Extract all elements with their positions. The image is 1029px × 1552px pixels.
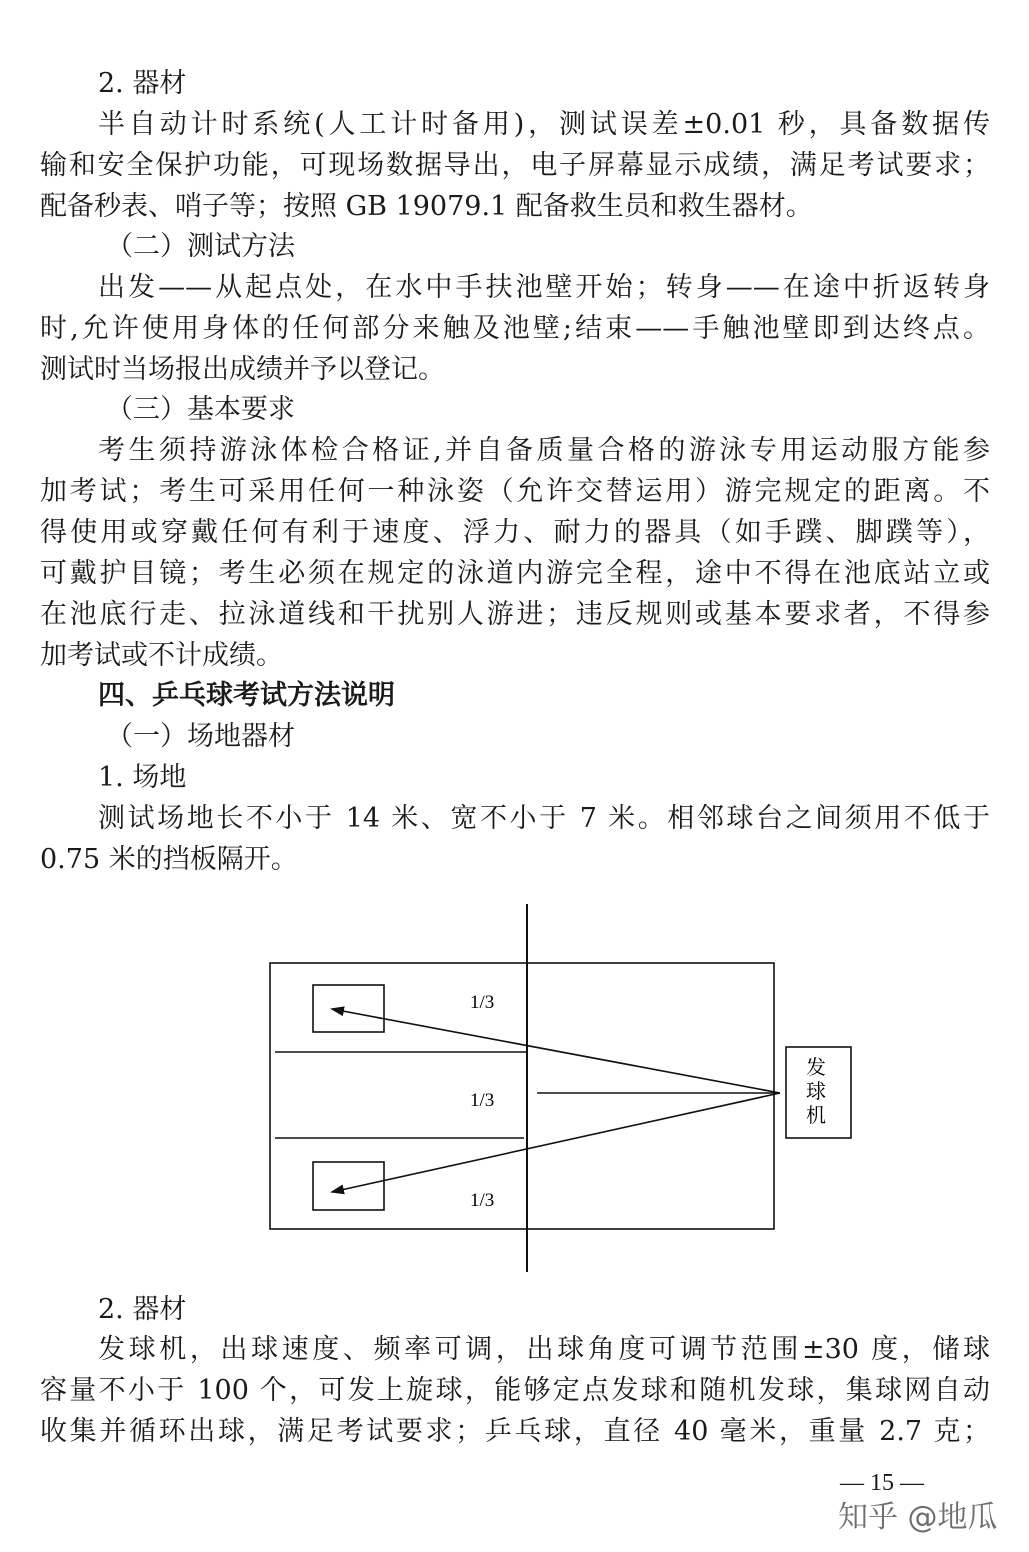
- paragraph-line: 配备秒表、哨子等；按照 GB 19079.1 配备救生员和救生器材。: [40, 191, 813, 222]
- paragraph-line: 收集并循环出球，满足考试要求；乒乓球，直径 40 毫米，重量 2.7 克；: [40, 1416, 990, 1447]
- page-number: — 15 —: [840, 1470, 924, 1496]
- machine-label-char: 发: [806, 1055, 826, 1079]
- machine-label-char: 机: [806, 1103, 826, 1127]
- paragraph-line: 考生须持游泳体检合格证,并自备质量合格的游泳专用运动服方能参: [98, 435, 990, 466]
- zone-label-middle: 1/3: [470, 1090, 495, 1111]
- subheading-venue: 1. 场地: [98, 762, 187, 793]
- paragraph-line: 可戴护目镜；考生必须在规定的泳道内游完全程，途中不得在池底站立或: [40, 558, 990, 589]
- paragraph-line: 测试场地长不小于 14 米、宽不小于 7 米。相邻球台之间须用不低于: [98, 803, 990, 834]
- paragraph-line: 加考试或不计成绩。: [40, 640, 283, 671]
- paragraph-line: 时,允许使用身体的任何部分来触及池壁;结束——手触池壁即到达终点。: [40, 313, 990, 344]
- trajectory-arrow-bottom: [332, 1093, 780, 1192]
- target-box-top: [313, 985, 384, 1032]
- paragraph-line: 发球机，出球速度、频率可调，出球角度可调节范围±30 度，储球: [98, 1334, 990, 1365]
- zone-label-top: 1/3: [470, 992, 495, 1013]
- paragraph-line: 出发——从起点处，在水中手扶池壁开始；转身——在途中折返转身: [98, 272, 990, 303]
- paragraph-line: 半自动计时系统(人工计时备用)，测试误差±0.01 秒，具备数据传: [98, 109, 990, 140]
- paragraph-line: 得使用或穿戴任何有利于速度、浮力、耐力的器具（如手蹼、脚蹼等），: [40, 517, 990, 548]
- subheading-basic-requirements: （三）基本要求: [106, 394, 295, 425]
- section-heading-table-tennis: 四、乒乓球考试方法说明: [98, 680, 395, 711]
- machine-label-char: 球: [806, 1079, 826, 1103]
- paragraph-line: 测试时当场报出成绩并予以登记。: [40, 354, 445, 385]
- subheading-venue-equipment: （一）场地器材: [106, 721, 295, 752]
- watermark: 知乎 @地瓜: [838, 1500, 998, 1535]
- paragraph-line: 输和安全保护功能，可现场数据导出，电子屏幕显示成绩，满足考试要求；: [40, 150, 990, 181]
- subheading-test-method: （二）测试方法: [106, 231, 295, 262]
- trajectory-arrow-top: [332, 1009, 780, 1093]
- paragraph-line: 容量不小于 100 个，可发上旋球，能够定点发球和随机发球，集球网自动: [40, 1375, 990, 1406]
- zone-label-bottom: 1/3: [470, 1190, 495, 1211]
- subheading-equipment: 2. 器材: [98, 68, 187, 99]
- paragraph-line: 在池底行走、拉泳道线和干扰别人游进；违反规则或基本要求者，不得参: [40, 599, 990, 630]
- subheading-equipment-2: 2. 器材: [98, 1294, 187, 1325]
- target-box-bottom: [313, 1162, 384, 1210]
- paragraph-line: 加考试；考生可采用任何一种泳姿（允许交替运用）游完规定的距离。不: [40, 476, 990, 507]
- paragraph-line: 0.75 米的挡板隔开。: [40, 844, 298, 875]
